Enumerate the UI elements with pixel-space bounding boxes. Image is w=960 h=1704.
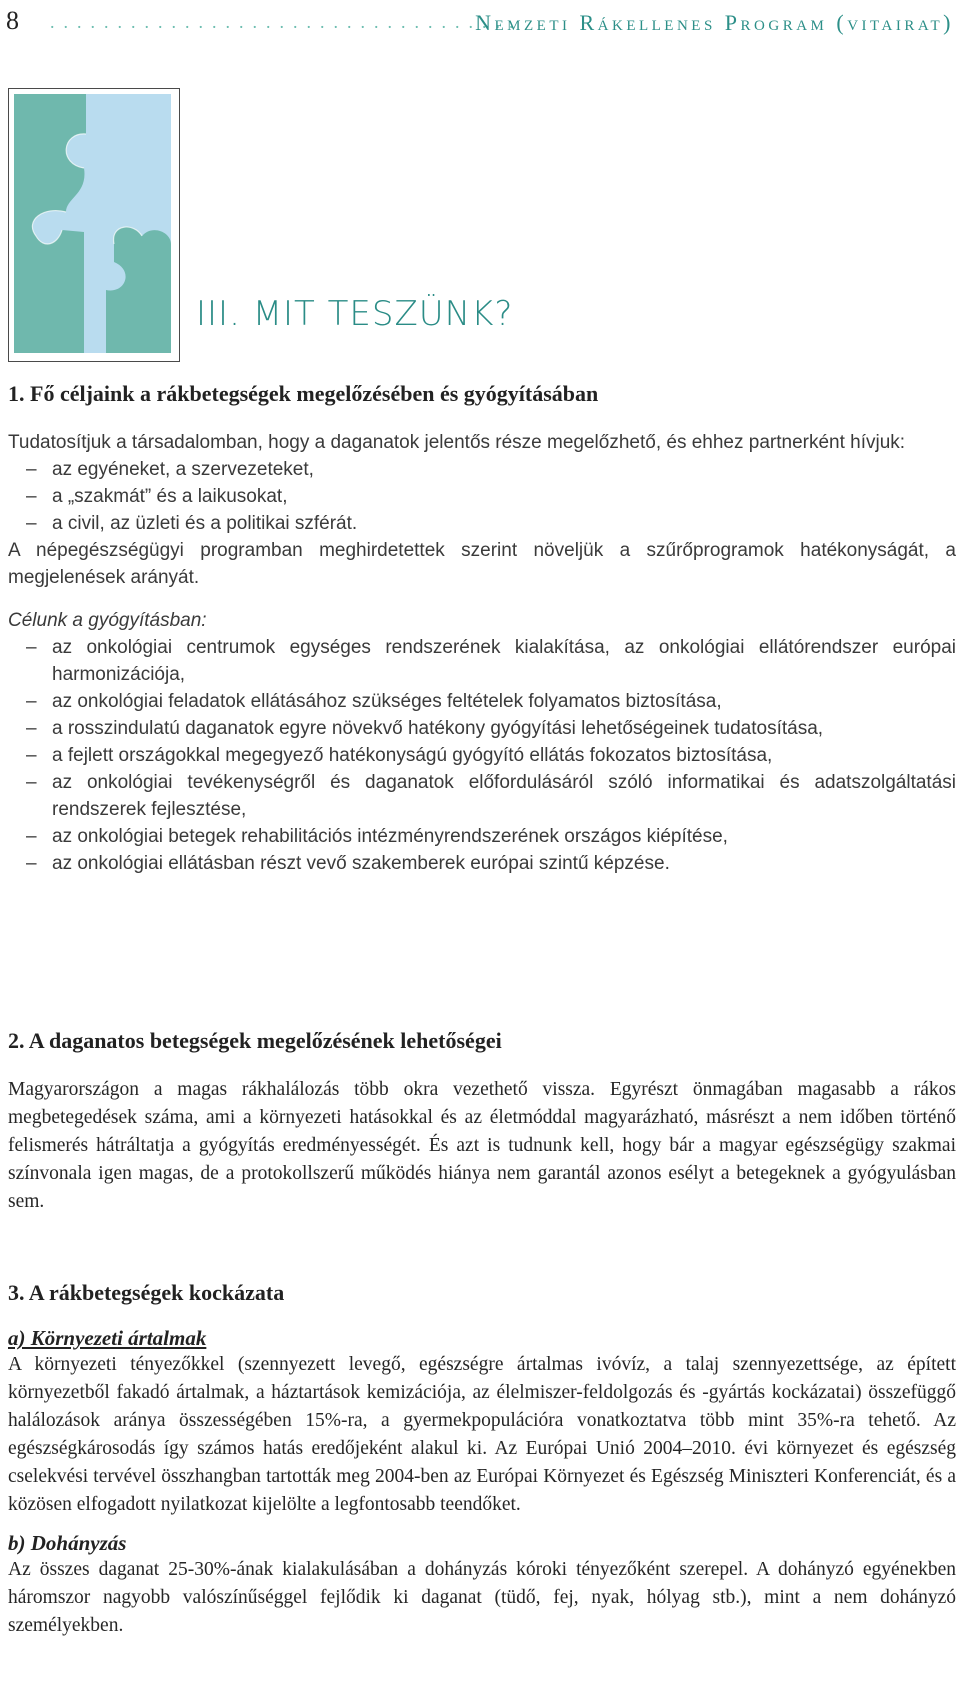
puzzle-icon (14, 94, 171, 353)
subsection-a-heading: a) Környezeti ártalmak (8, 1326, 207, 1350)
list-item: – a fejlett országokkal megegyező hatékonyságú gyógyító ellátás fokozatos biztosítása, (8, 742, 956, 769)
goals-list (8, 634, 956, 877)
partner-list (8, 456, 956, 537)
goals-label: Célunk a gyógyításban: (8, 610, 207, 631)
section-3 (8, 1280, 956, 1640)
section-1 (8, 381, 956, 877)
section-2-heading: 2. A daganatos betegségek megelőzésének lehetőségei (8, 1028, 502, 1053)
section-3-heading: 3. A rákbetegségek kockázata (8, 1280, 285, 1305)
section-2-paragraph: Magyarországon a magas rákhalálozás több okra vezethető vissza. Egyrészt önmagában magasabb a rákos megbetegedések száma, ami a környezeti hatásokkal és az életmóddal magyarázható, másrészt a nem időben történő felismerés hátráltatja a gyógyítás eredményességét. És azt is tudnunk kell, hogy bár a magyar egészségügy szakmai színvonala igen magas, de a protokollszerű működés hiánya nem garantál azonos esélyt a betegeknek a gyógyulásban sem. (8, 1079, 956, 1212)
list-item: – az egyéneket, a szervezeteket, (8, 456, 956, 483)
list-item: – az onkológiai centrumok egységes rendszerének kialakítása, az onkológiai ellátórendszer európai harmonizációja, (8, 634, 956, 688)
subsection-b-heading: b) Dohányzás (8, 1531, 127, 1555)
running-header (6, 6, 954, 40)
subsection-a-paragraph: A környezeti tényezőkkel (szennyezett levegő, egészségre ártalmas ivóvíz, a talaj szennyezettsége, az épített környezetből fakadó ártalmak, a háztartások kemizációja, az élelmiszer-feldolgozás és -gyártás kockázatai) összefüggő halálozások aránya összességében 15%-ra, a gyermekpopulációra vonatkoztatva több mint 35%-ra tehető. Az egészségkárosodás így számos hatás eredőjeként alakul ki. Az Európai Unió 2004–2010. évi környezet és egészség cselekvési tervével összhangban tartották meg 2004-ben az Európai Környezet és Egészség Miniszteri Konferenciát, és a közösen elfogadott nyilatkozat kijelölte a legfontosabb teendőket. (8, 1354, 956, 1515)
chapter-title: III. MIT TESZÜNK? (196, 294, 514, 334)
goals-block (8, 607, 956, 877)
running-title: Nemzeti Rákellenes Program (vitairat) (475, 10, 954, 35)
section-1-intro-block (8, 429, 956, 591)
list-item: – az onkológiai betegek rehabilitációs intézményrendszerének országos kiépítése, (8, 823, 956, 850)
list-item: – a civil, az üzleti és a politikai szférát. (8, 510, 956, 537)
section-2 (8, 1028, 956, 1216)
after-paragraph: A népegészségügyi programban meghirdetettek szerint növeljük a szűrőprogramok hatékonyságát, a megjelenések arányát. (8, 540, 956, 588)
list-item: – a rosszindulatú daganatok egyre növekvő hatékony gyógyítási lehetőségeinek tudatosítása, (8, 715, 956, 742)
list-item: – az onkológiai ellátásban részt vevő szakemberek európai szintű képzése. (8, 850, 956, 877)
page-number: 8 (6, 6, 19, 35)
puzzle-illustration (8, 88, 180, 362)
list-item: – az onkológiai feladatok ellátásához szükséges feltételek folyamatos biztosítása, (8, 688, 956, 715)
leader-dots: ................................... (50, 12, 523, 32)
intro-paragraph: Tudatosítjuk a társadalomban, hogy a daganatok jelentős része megelőzhető, és ehhez partnerként hívjuk: (8, 432, 906, 453)
section-1-heading: 1. Fő céljaink a rákbetegségek megelőzésében és gyógyításában (8, 381, 599, 406)
list-item: – a „szakmát” és a laikusokat, (8, 483, 956, 510)
list-item: – az onkológiai tevékenységről és daganatok előfordulásáról szóló informatikai és adatszolgáltatási rendszerek fejlesztése, (8, 769, 956, 823)
subsection-b-paragraph: Az összes daganat 25-30%-ának kialakulásában a dohányzás kóroki tényezőként szerepel. A dohányzó egyénekben háromszor nagyobb valószínűséggel fejlődik ki daganat (tüdő, fej, nyak, hólyag stb.), mint a nem dohányzó személyekben. (8, 1559, 956, 1636)
